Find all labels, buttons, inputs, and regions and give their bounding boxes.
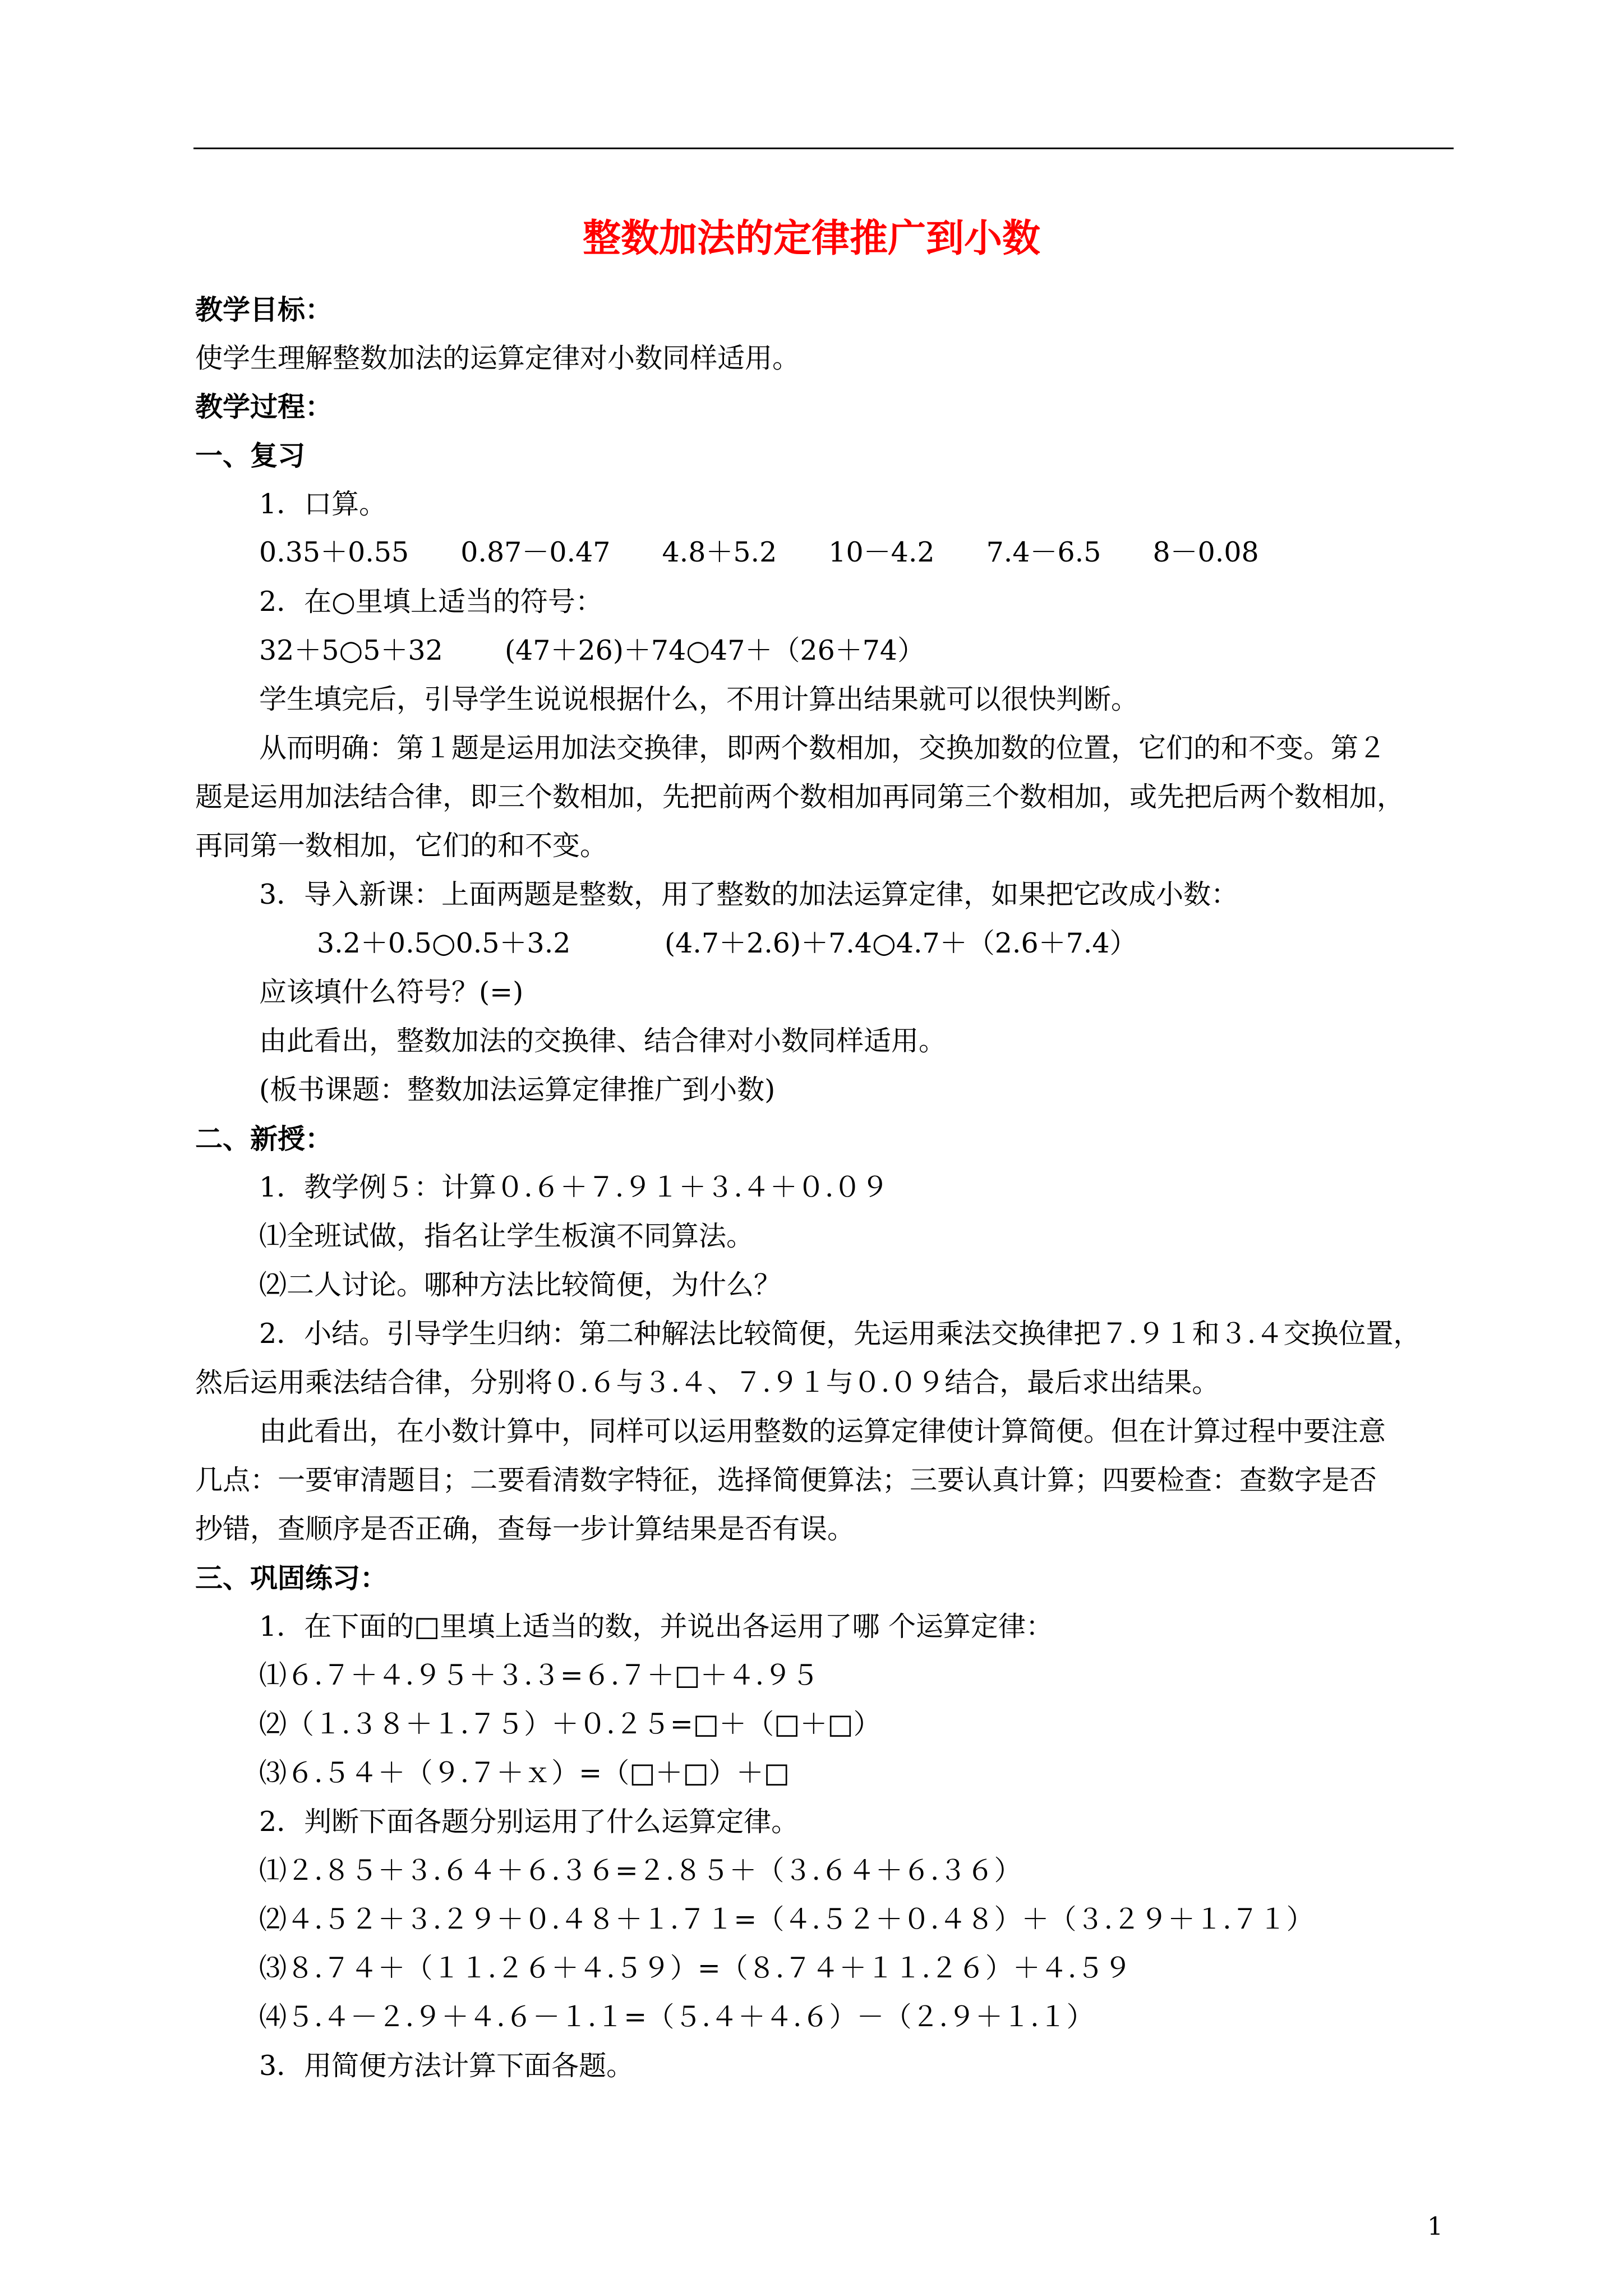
review-q3-a: 3.2＋0.5○0.5＋3.2 bbox=[317, 927, 571, 959]
review-q3-b: (4.7＋2.6)＋7.4○4.7＋（2.6＋7.4） bbox=[665, 927, 1137, 959]
review-q2-b: (47＋26)＋74○47＋（26＋74） bbox=[505, 634, 925, 666]
mental-calc-item: 0.35＋0.55 bbox=[259, 536, 409, 568]
clarify-line-3: 再同第一数相加，它们的和不变。 bbox=[195, 830, 608, 862]
board-title-text: (板书课题：整数加法运算定律推广到小数) bbox=[259, 1074, 776, 1106]
mental-calc-item: 7.4－6.5 bbox=[986, 536, 1101, 568]
example-step-1: ⑴全班试做，指名让学生板演不同算法。 bbox=[259, 1220, 754, 1252]
page-title: 整数加法的定律推广到小数 bbox=[582, 216, 1040, 261]
objective-text: 使学生理解整数加法的运算定律对小数同样适用。 bbox=[195, 342, 800, 374]
mental-calc-item: 0.87－0.47 bbox=[460, 536, 611, 568]
mental-calc-item: 4.8＋5.2 bbox=[662, 536, 777, 568]
mental-calc-item: 8－0.08 bbox=[1152, 536, 1259, 568]
review-q1: 1．口算。 bbox=[259, 488, 387, 520]
practice-1-item-3: ⑶６.５４＋（９.７＋ｘ）=（□＋□）＋□ bbox=[259, 1757, 790, 1789]
clarify-line-2: 题是运用加法结合律，即三个数相加，先把前两个数相加再同第三个数相加，或先把后两个数相加， bbox=[195, 781, 1405, 813]
practice-2: 2．判断下面各题分别运用了什么运算定律。 bbox=[259, 1806, 799, 1838]
practice-2-item-2: ⑵４.５２＋３.２９＋０.４８＋１.７１=（４.５２＋０.４８）＋（３.２９＋１.７１） bbox=[259, 1903, 1314, 1935]
header-rule bbox=[193, 148, 1454, 149]
review-q2-a: 32＋5○5＋32 bbox=[259, 634, 443, 666]
review-q2: 2．在○里填上适当的符号： bbox=[259, 586, 603, 618]
objective-heading: 教学目标： bbox=[195, 293, 333, 326]
practice-1: 1．在下面的□里填上适当的数，并说出各运用了哪 个运算定律： bbox=[259, 1611, 1054, 1642]
practice-3: 3．用简便方法计算下面各题。 bbox=[259, 2050, 634, 2082]
conclude-text: 由此看出，整数加法的交换律、结合律对小数同样适用。 bbox=[259, 1025, 947, 1057]
section-new-heading: 二、新授： bbox=[195, 1122, 333, 1155]
mental-calc-row bbox=[259, 533, 1259, 572]
review-q3: 3．导入新课：上面两题是整数，用了整数的加法运算定律，如果把它改成小数： bbox=[259, 878, 1239, 910]
note-line-2: 几点：一要审清题目；二要看清数字特征，选择简便算法；三要认真计算；四要检查：查数字是否 bbox=[195, 1464, 1377, 1496]
note-line-1: 由此看出，在小数计算中，同样可以运用整数的运算定律使计算简便。但在计算过程中要注意 bbox=[259, 1415, 1386, 1447]
guide-text: 学生填完后，引导学生说说根据什么，不用计算出结果就可以很快判断。 bbox=[259, 683, 1139, 715]
summary-line-2: 然后运用乘法结合律，分别将０.６与３.４、７.９１与０.０９结合，最后求出结果。 bbox=[195, 1366, 1220, 1398]
mental-calc-item: 10－4.2 bbox=[828, 536, 935, 568]
example-5: 1．教学例５：计算０.６＋７.９１＋３.４＋０.０９ bbox=[259, 1171, 889, 1203]
summary-line-1: 2．小结。引导学生归纳：第二种解法比较简便，先运用乘法交换律把７.９１和３.４交换位置， bbox=[259, 1318, 1421, 1350]
process-heading: 教学过程： bbox=[195, 390, 333, 423]
practice-1-item-1: ⑴６.７＋４.９５＋３.３=６.７＋□＋４.９５ bbox=[259, 1659, 819, 1691]
clarify-line-1: 从而明确：第１题是运用加法交换律，即两个数相加，交换加数的位置，它们的和不变。第２ bbox=[259, 732, 1386, 764]
section-practice-heading: 三、巩固练习： bbox=[195, 1562, 388, 1594]
ask-text: 应该填什么符号？(=) bbox=[259, 976, 524, 1008]
practice-2-item-1: ⑴２.８５＋３.６４＋６.３６=２.８５＋（３.６４＋６.３６） bbox=[259, 1855, 1022, 1887]
practice-2-item-4: ⑷５.４－２.９＋４.６－１.１=（５.４＋４.６）－（２.９＋１.１） bbox=[259, 2001, 1094, 2033]
note-line-3: 抄错，查顺序是否正确，查每一步计算结果是否有误。 bbox=[195, 1513, 855, 1545]
example-step-2: ⑵二人讨论。哪种方法比较简便，为什么？ bbox=[259, 1269, 782, 1301]
practice-1-item-2: ⑵（１.３８＋１.７５）＋０.２５=□＋（□＋□） bbox=[259, 1708, 881, 1740]
page-number: 1 bbox=[1427, 2212, 1443, 2241]
section-review-heading: 一、复习 bbox=[195, 439, 306, 472]
practice-2-item-3: ⑶８.７４＋（１１.２６＋４.５９）=（８.７４＋１１.２６）＋４.５９ bbox=[259, 1952, 1132, 1984]
